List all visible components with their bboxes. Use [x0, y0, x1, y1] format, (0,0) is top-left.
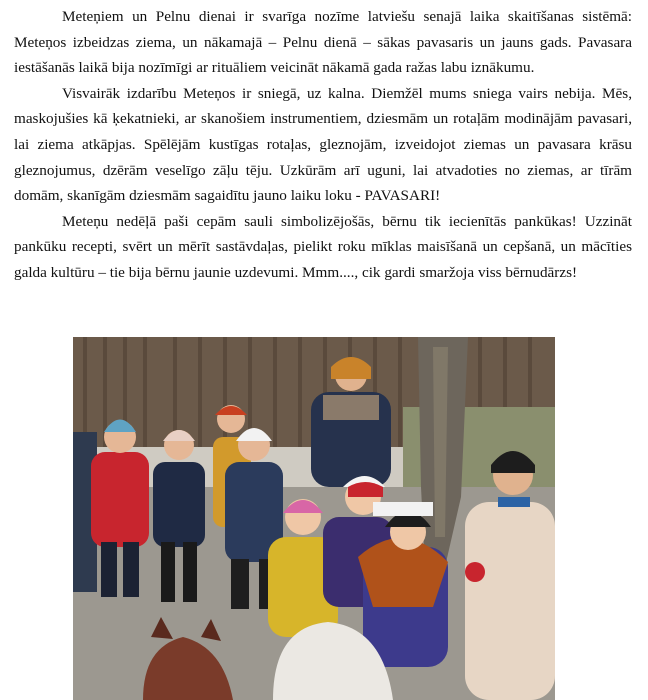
article-text — [14, 4, 632, 286]
photo-illustration — [73, 337, 555, 700]
paragraph-2: Visvairāk izdarību Meteņos ir sniegā, uz kalna. Diemžēl mums sniega vairs nebija. Mēs, maskojušies kā ķekatnieki, ar skanošiem instrumentiem, dziesmām un rotaļām modinājām pavasari, lai ziema atkāpjas. Spēlējām kustīgas rotaļas, gleznojām, izveidojot ziemas un pavasara krāsu gleznojumus, dzērām veselīgo zāļu tēju. Uzkūrām arī uguni, lai atvadoties no ziemas, ar tīrām domām, skanīgām dziesmām sagaidītu jauno laiku loku - PAVASARI! — [14, 84, 632, 205]
paragraph-3: Meteņu nedēļā paši cepām sauli simbolizējošās, bērnu tik iecienītās pankūkas! Uzzināt pankūku recepti, svērt un mērīt sastāvdaļas, pielikt roku mīklas maisīšanā un cepšanā, un mācīties galda kultūru – tie bija bērnu jaunie uzdevumi. Mmm...., cik gardi smaržoja viss bērnudārzs! — [14, 212, 632, 281]
children-carnival-photo — [73, 337, 555, 700]
paragraph-1: Meteņiem un Pelnu dienai ir svarīga nozīme latviešu senajā laika skaitīšanas sistēmā: Meteņos izbeidzas ziema, un nākamajā – Pelnu dienā – sākas pavasaris un jauns gads. Pavasara iestāšanās laikā bija nozīmīgi ar rituāliem veicināt nākamā gada ražas labu iznākumu. — [14, 8, 632, 77]
